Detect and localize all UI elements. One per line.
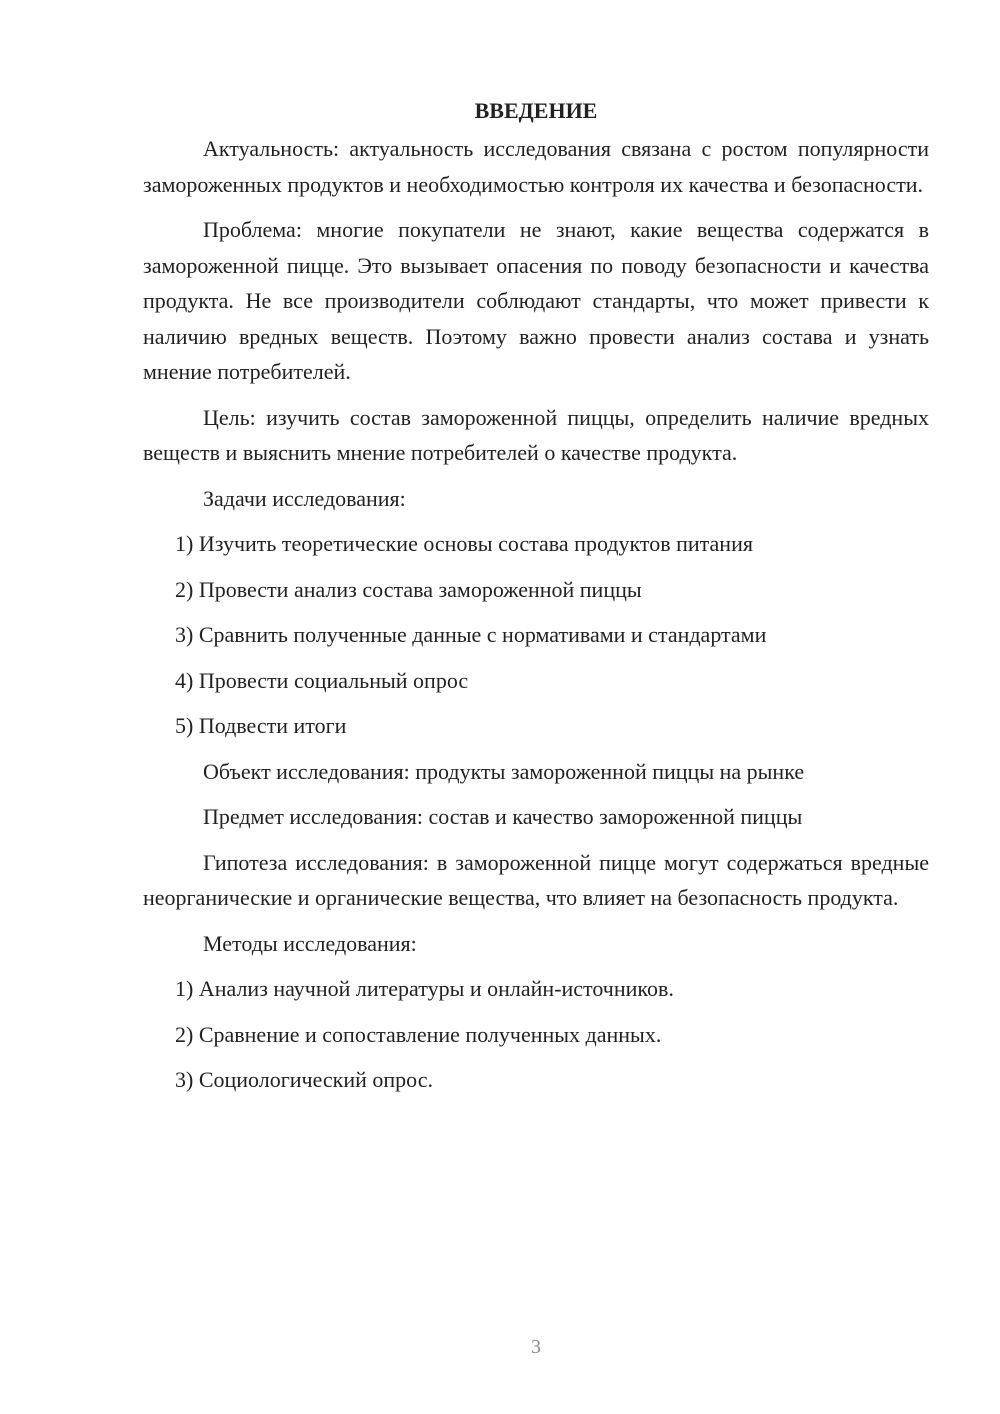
task-item: 4) Провести социальный опрос (175, 667, 469, 693)
task-item: 3) Сравнить полученные данные с нормативами и стандартами (175, 622, 767, 647)
tasks-list (143, 526, 929, 744)
method-item: 2) Сравнение и сопоставление полученных данных. (175, 1021, 662, 1047)
method-item: 1) Анализ научной литературы и онлайн-источников. (175, 976, 674, 1001)
problem-paragraph: Проблема: многие покупатели не знают, какие вещества содержатся в замороженной пицце. Это вызывает опасения по поводу безопасности и качества продукта. Не все производители соблюдают стандарты, что может привести к наличию вредных веществ. Поэтому важно провести анализ состава и узнать мнение потребителей. (143, 217, 929, 384)
subject-line: Предмет исследования: состав и качество замороженной пиццы (203, 804, 803, 829)
task-item: 5) Подвести итоги (175, 713, 347, 738)
methods-list (143, 971, 929, 1098)
object-line: Объект исследования: продукты замороженной пиццы на рынке (203, 758, 805, 784)
hypothesis-paragraph: Гипотеза исследования: в замороженной пицце могут содержаться вредные неорганические и органические вещества, что влияет на безопасность продукта. (143, 849, 929, 910)
tasks-heading: Задачи исследования: (203, 485, 406, 511)
section-title: ВВЕДЕНИЕ (474, 98, 598, 123)
goal-paragraph: Цель: изучить состав замороженной пиццы, определить наличие вредных веществ и выяснить мнение потребителей о качестве продукта. (143, 404, 929, 465)
method-item: 3) Социологический опрос. (175, 1067, 433, 1092)
task-item: 1) Изучить теоретические основы состава продуктов питания (175, 531, 753, 556)
relevance-paragraph: Актуальность: актуальность исследования связана с ростом популярности замороженных продуктов и необходимостью контроля их качества и безопасности. (143, 136, 929, 197)
methods-heading: Методы исследования: (203, 930, 417, 956)
task-item: 2) Провести анализ состава замороженной пиццы (175, 576, 642, 602)
page-content (143, 93, 929, 1108)
page-number: 3 (531, 1336, 541, 1358)
